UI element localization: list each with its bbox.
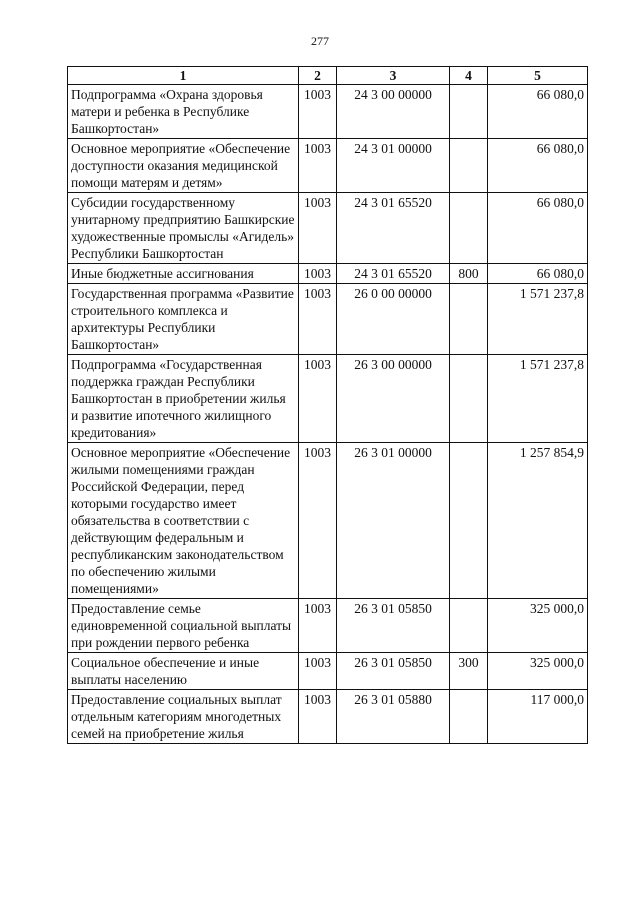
row-type xyxy=(450,599,488,653)
row-section: 1003 xyxy=(299,599,337,653)
row-code: 24 3 00 00000 xyxy=(337,85,450,139)
row-name: Государственная программа «Развитие строительного комплекса и архитектуры Республики Башкортостан» xyxy=(68,284,299,355)
row-section: 1003 xyxy=(299,690,337,744)
row-amount: 1 571 237,8 xyxy=(488,284,588,355)
row-code: 24 3 01 00000 xyxy=(337,139,450,193)
row-name: Субсидии государственному унитарному предприятию Башкирские художественные промыслы «Агидель» Республики Башкортостан xyxy=(68,193,299,264)
row-section: 1003 xyxy=(299,193,337,264)
page-number: 277 xyxy=(311,34,329,48)
budget-table xyxy=(67,66,588,744)
row-section: 1003 xyxy=(299,653,337,690)
header-col-5: 5 xyxy=(488,67,588,85)
row-amount: 66 080,0 xyxy=(488,193,588,264)
row-type: 300 xyxy=(450,653,488,690)
row-type xyxy=(450,284,488,355)
header-col-1: 1 xyxy=(68,67,299,85)
row-type xyxy=(450,139,488,193)
header-col-2: 2 xyxy=(299,67,337,85)
row-name: Социальное обеспечение и иные выплаты населению xyxy=(68,653,299,690)
table-row xyxy=(68,690,588,744)
table-row xyxy=(68,85,588,139)
row-type xyxy=(450,193,488,264)
row-section: 1003 xyxy=(299,264,337,284)
row-code: 24 3 01 65520 xyxy=(337,193,450,264)
row-code: 26 3 01 05850 xyxy=(337,653,450,690)
row-type xyxy=(450,443,488,599)
row-section: 1003 xyxy=(299,443,337,599)
row-amount: 1 257 854,9 xyxy=(488,443,588,599)
row-name: Подпрограмма «Государственная поддержка граждан Республики Башкортостан в приобретении жилья и развитие ипотечного жилищного кредитования» xyxy=(68,355,299,443)
row-section: 1003 xyxy=(299,284,337,355)
header-col-4: 4 xyxy=(450,67,488,85)
row-name: Предоставление социальных выплат отдельным категориям многодетных семей на приобретение жилья xyxy=(68,690,299,744)
table-row xyxy=(68,355,588,443)
row-section: 1003 xyxy=(299,355,337,443)
row-type xyxy=(450,690,488,744)
row-name: Предоставление семье единовременной социальной выплаты при рождении первого ребенка xyxy=(68,599,299,653)
row-code: 26 3 01 00000 xyxy=(337,443,450,599)
row-amount: 1 571 237,8 xyxy=(488,355,588,443)
header-row xyxy=(68,67,588,85)
row-name: Иные бюджетные ассигнования xyxy=(68,264,299,284)
table-row xyxy=(68,284,588,355)
row-section: 1003 xyxy=(299,85,337,139)
row-amount: 325 000,0 xyxy=(488,653,588,690)
table-row xyxy=(68,264,588,284)
table-row xyxy=(68,443,588,599)
row-type: 800 xyxy=(450,264,488,284)
row-amount: 66 080,0 xyxy=(488,85,588,139)
row-amount: 325 000,0 xyxy=(488,599,588,653)
row-code: 24 3 01 65520 xyxy=(337,264,450,284)
header-col-3: 3 xyxy=(337,67,450,85)
row-code: 26 3 00 00000 xyxy=(337,355,450,443)
table-row xyxy=(68,653,588,690)
row-amount: 66 080,0 xyxy=(488,264,588,284)
row-section: 1003 xyxy=(299,139,337,193)
row-code: 26 0 00 00000 xyxy=(337,284,450,355)
row-type xyxy=(450,355,488,443)
row-code: 26 3 01 05850 xyxy=(337,599,450,653)
table-row xyxy=(68,139,588,193)
table-row xyxy=(68,599,588,653)
row-amount: 117 000,0 xyxy=(488,690,588,744)
table-row xyxy=(68,193,588,264)
row-name: Основное мероприятие «Обеспечение доступности оказания медицинской помощи матерям и детям» xyxy=(68,139,299,193)
row-code: 26 3 01 05880 xyxy=(337,690,450,744)
row-type xyxy=(450,85,488,139)
row-amount: 66 080,0 xyxy=(488,139,588,193)
row-name: Основное мероприятие «Обеспечение жилыми помещениями граждан Российской Федерации, перед которыми государство имеет обязательства в соответствии с действующим федеральным и республиканским законодательством по обеспечению жилыми помещениями» xyxy=(68,443,299,599)
row-name: Подпрограмма «Охрана здоровья матери и ребенка в Республике Башкортостан» xyxy=(68,85,299,139)
